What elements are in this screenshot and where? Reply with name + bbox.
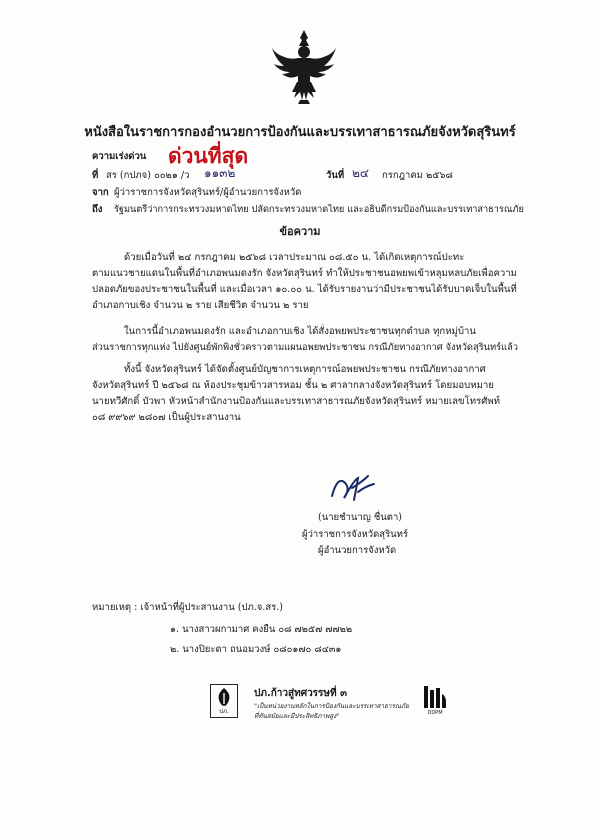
signatory-title-1: ผู้ว่าราชการจังหวัดสุรินทร์ bbox=[302, 529, 409, 540]
contact-2: ๒. นางปิยะดา ถนอมวงษ์ ๐๘๐๑๗๐ ๘๔๓๑ bbox=[170, 644, 342, 655]
to-label: ถึง bbox=[92, 204, 103, 215]
from-label: จาก bbox=[92, 187, 109, 198]
paragraph-3-line-2: จังหวัดสุรินทร์ ปี ๒๕๖๘ ณ ห้องประชุมข้าวสารหอม ชั้น ๒ ศาลากลางจังหวัดสุรินทร์ โดยมอบหมาย bbox=[92, 380, 494, 391]
footer-slogan-line-2: "เป็นหน่วยงานหลักในการป้องกันและบรรเทาสาธารณภัย bbox=[254, 702, 409, 710]
paragraph-3-line-3: นายทวีศักดิ์ บัวพา หัวหน้าสำนักงานป้องกันและบรรเทาสาธารณภัยจังหวัดสุรินทร์ หมายเลขโทรศัพท์ bbox=[92, 396, 500, 407]
signature-scribble-icon bbox=[328, 470, 378, 504]
contact-1: ๑. นางสาวผกามาศ คงยืน ๐๘ ๗๒๕๗ ๗๗๒๒ bbox=[170, 624, 353, 635]
ddpm-logo-left-text: ปภ. bbox=[219, 708, 229, 715]
message-heading: ข้อความ bbox=[279, 225, 321, 238]
paragraph-1-line-3: ปลอดภัยของประชาชนในพื้นที่ และเมื่อเวลา ๑๐.๐๐ น. ได้รับรายงานว่ามีประชาชนได้รับบาดเจ็บในพื้นที่ bbox=[92, 284, 517, 295]
ddpm-logo-left-icon bbox=[210, 684, 238, 718]
signatory-title-2: ผู้อำนวยการจังหวัด bbox=[318, 545, 397, 556]
ref-number: ๑๑๓๒ bbox=[204, 166, 236, 180]
date-label: วันที่ bbox=[326, 170, 345, 181]
urgency-label: ความเร่งด่วน bbox=[92, 151, 147, 162]
date-rest: กรกฎาคม ๒๕๖๘ bbox=[382, 170, 453, 181]
paragraph-1-line-1: ด้วยเมื่อวันที่ ๒๔ กรกฎาคม ๒๕๖๘ เวลาประมาณ ๐๘.๕๐ น. ได้เกิดเหตุการณ์ปะทะ bbox=[124, 252, 465, 263]
ref-value: สร (กปภจ) ๐๐๒๑ /ว bbox=[106, 170, 190, 181]
paragraph-1-line-4: อำเภอกาบเชิง จำนวน ๒ ราย เสียชีวิต จำนวน ๒ ราย bbox=[92, 300, 309, 311]
ddpm-logo-right-icon bbox=[422, 684, 448, 718]
paragraph-2-line-2: ส่วนราชการทุกแห่ง ไปยังศูนย์พักพิงชั่วคราวตามแผนอพยพประชาชน กรณีภัยทางอากาศ จังหวัดสุรินทร์แล้ว bbox=[92, 342, 519, 353]
paragraph-1-line-2: ตามแนวชายแดนในพื้นที่อำเภอพนมดงรัก จังหวัดสุรินทร์ ทำให้ประชาชนอพยพเข้าหลุมหลบภัยเพื่อความ bbox=[92, 268, 517, 279]
date-day: ๒๔ bbox=[352, 166, 369, 180]
to-value: รัฐมนตรีว่าการกระทรวงมหาดไทย ปลัดกระทรวงมหาดไทย และอธิบดีกรมป้องกันและบรรเทาสาธารณภัย bbox=[114, 204, 524, 215]
paragraph-2-line-1: ในการนี้อำเภอพนมดงรัก และอำเภอกาบเชิง ได้สั่งอพยพประชาชนทุกตำบล ทุกหมู่บ้าน bbox=[124, 326, 476, 337]
footer-slogan-line-3: ที่ทันสมัยและมีประสิทธิภาพสูง" bbox=[254, 712, 340, 720]
garuda-emblem-icon bbox=[270, 26, 338, 106]
urgency-value: ด่วนที่สุด bbox=[168, 144, 249, 168]
from-value: ผู้ว่าราชการจังหวัดสุรินทร์/ผู้อำนวยการจังหวัด bbox=[114, 187, 302, 198]
ddpm-logo-right-text: DDPM bbox=[427, 710, 443, 716]
signatory-name: (นายชำนาญ ชื่นตา) bbox=[318, 512, 402, 523]
paragraph-3-line-1: ทั้งนี้ จังหวัดสุรินทร์ ได้จัดตั้งศูนย์บัญชาการเหตุการณ์อพยพประชาชน กรณีภัยทางอากาศ bbox=[124, 364, 486, 375]
document-title: หนังสือในราชการกองอำนวยการป้องกันและบรรเทาสาธารณภัยจังหวัดสุรินทร์ bbox=[84, 125, 516, 140]
footer-slogan-line-1: ปภ.ก้าวสู่ทศวรรษที่ ๓ bbox=[254, 688, 347, 699]
note-label: หมายเหตุ : เจ้าหน้าที่ผู้ประสานงาน (ปภ.จ.สร.) bbox=[92, 602, 283, 613]
paragraph-3-line-4: ๐๘ ๙๙๖๙ ๒๘๐๗ เป็นผู้ประสานงาน bbox=[92, 412, 241, 423]
ref-label: ที่ bbox=[92, 170, 99, 181]
